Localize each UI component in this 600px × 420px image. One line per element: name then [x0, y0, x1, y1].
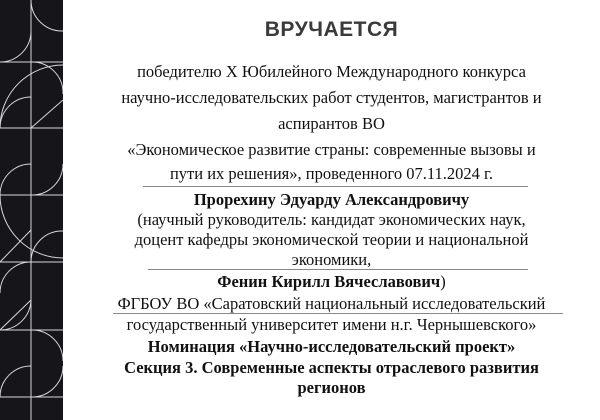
award-line-5: пути их решения», проведенного 07.11.2024 г. — [169, 164, 494, 183]
award-line-4: «Экономическое развитие страны: современные вызовы и — [127, 140, 536, 159]
supervisor-name: Фенин Кирилл Вячеславович — [217, 272, 441, 291]
institution-line-1: ФГБОУ ВО «Саратовский национальный исследовательский — [117, 294, 546, 313]
award-line-3: аспирантов ВО — [278, 114, 385, 133]
nomination: Номинация «Научно-исследовательский проект» — [147, 337, 516, 356]
supervisor-line-2: доцент кафедры экономической теории и национальной — [134, 230, 529, 249]
recipient-name: Прорехину Эдуарду Александровичу — [193, 190, 470, 209]
section-line-1: Секция 3. Современные аспекты отраслевого развития — [124, 358, 539, 377]
certificate-content — [63, 0, 600, 420]
supervisor-line-3: экономики, — [291, 250, 372, 269]
section-line-2: регионов — [297, 378, 366, 397]
underline-rule — [148, 269, 528, 270]
decorative-side-panel — [0, 0, 63, 420]
award-line-1: победителю X Юбилейного Международного конкурса — [137, 62, 526, 81]
geometric-pattern-graphic — [0, 0, 63, 420]
underline-rule — [143, 186, 528, 187]
award-line-2: научно-исследовательских работ студентов, магистрантов и — [121, 88, 542, 107]
supervisor-line-1: (научный руководитель: кандидат экономических наук, — [137, 210, 526, 229]
supervisor-name-line — [63, 272, 600, 292]
supervisor-close-paren: ) — [440, 272, 446, 291]
institution-line-2: государственный университет имени н.г. Чернышевского» — [126, 315, 537, 334]
underline-rule — [113, 313, 563, 314]
certificate-heading: ВРУЧАЕТСЯ — [264, 18, 399, 41]
